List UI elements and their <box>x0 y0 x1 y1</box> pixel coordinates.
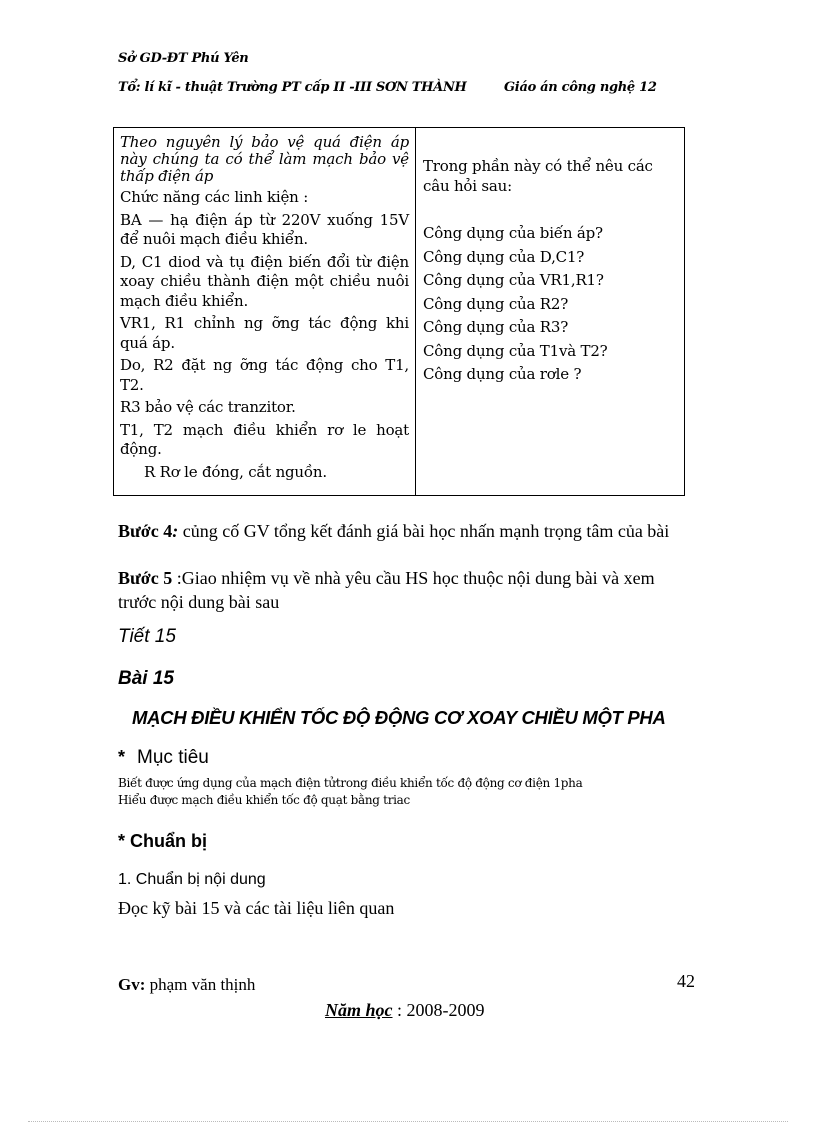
objectives-heading <box>118 747 209 769</box>
objective-item: Biết được ứng dụng của mạch điện tửtrong điều khiển tốc độ động cơ điện 1pha <box>118 776 583 790</box>
component-item: D, C1 diod và tụ điện biến đổi từ điện xoay chiều thành điện một chiều nuôi mạch điều khiển. <box>120 252 409 310</box>
objectives-label: Mục tiêu <box>137 747 209 768</box>
year-value: : 2008-2009 <box>392 1000 485 1020</box>
prep-subheading: 1. Chuẩn bị nội dung <box>118 871 266 888</box>
footer-teacher <box>118 975 255 995</box>
question-item: Công dụng của D,C1? <box>423 247 585 266</box>
step-4 <box>118 519 693 543</box>
lesson-title: MẠCH ĐIỀU KHIỂN TỐC ĐỘ ĐỘNG CƠ XOAY CHIỀU MỘT PHA <box>132 707 666 728</box>
step-5-text: :Giao nhiệm vụ về nhà yêu cầu HS học thuộc nội dung bài và xem trước nội dung bài sau <box>118 568 655 612</box>
header-subject: Giáo án công nghệ 12 <box>504 80 657 95</box>
lesson-table <box>113 127 685 496</box>
page-number: 42 <box>677 971 695 991</box>
component-item: VR1, R1 chỉnh ng ỡng tác động khi quá áp. <box>120 314 409 352</box>
header-department: Sở GD-ĐT Phú Yên <box>118 51 249 66</box>
school-year <box>325 1000 485 1021</box>
component-item: R Rơ le đóng, cắt nguồn. <box>144 462 327 481</box>
question-item: Công dụng của R2? <box>423 294 569 313</box>
component-item: T1, T2 mạch điều khiển rơ le hoạt động. <box>120 420 409 458</box>
component-list-heading: Chức năng các linh kiện : <box>120 188 309 206</box>
teacher-name: phạm văn thịnh <box>145 975 256 994</box>
teacher-label: Gv: <box>118 975 146 994</box>
prep-heading: * Chuẩn bị <box>118 831 207 851</box>
year-label: Năm học <box>325 1000 393 1020</box>
question-item: Công dụng của biến áp? <box>423 224 603 242</box>
component-item: Do, R2 đặt ng ỡng tác động cho T1, T2. <box>120 356 409 394</box>
objectives-bullet: * <box>118 747 126 767</box>
step-4-colon: : <box>172 521 179 541</box>
component-item: BA — hạ điện áp từ 220V xuống 15V để nuôi mạch điều khiển. <box>120 210 409 248</box>
question-item: Công dụng của VR1,R1? <box>423 271 604 289</box>
page-bottom-divider <box>28 1121 788 1122</box>
step-5 <box>118 566 693 614</box>
step-4-text: củng cố GV tổng kết đánh giá bài học nhấn mạnh trọng tâm của bài <box>178 521 670 541</box>
component-item: R3 bảo vệ các tranzitor. <box>120 398 296 416</box>
teacher-content-column <box>114 128 416 495</box>
question-item: Công dụng của T1và T2? <box>423 341 608 360</box>
questions-column <box>416 128 684 495</box>
step-4-label: Bước 4 <box>118 521 173 541</box>
objective-item: Hiểu được mạch điều khiển tốc độ quạt bằng triac <box>118 793 410 807</box>
question-item: Công dụng của R3? <box>423 318 569 336</box>
question-item: Công dụng của rơle ? <box>423 365 582 383</box>
header-school: Tổ: lí kĩ - thuật Trường PT cấp II -III SƠN THÀNH <box>118 80 467 95</box>
period-label: Tiết 15 <box>118 626 176 647</box>
questions-intro: Trong phần này có thể nêu các câu hỏi sau: <box>423 157 653 195</box>
protection-intro: Theo nguyên lý bảo vệ quá điện áp này chúng ta có thể làm mạch bảo vệ thấp điện áp <box>120 133 409 185</box>
step-5-label: Bước 5 <box>118 568 173 588</box>
prep-text: Đọc kỹ bài 15 và các tài liệu liên quan <box>118 898 395 918</box>
objectives-list <box>118 775 582 809</box>
lesson-number: Bài 15 <box>118 668 174 689</box>
